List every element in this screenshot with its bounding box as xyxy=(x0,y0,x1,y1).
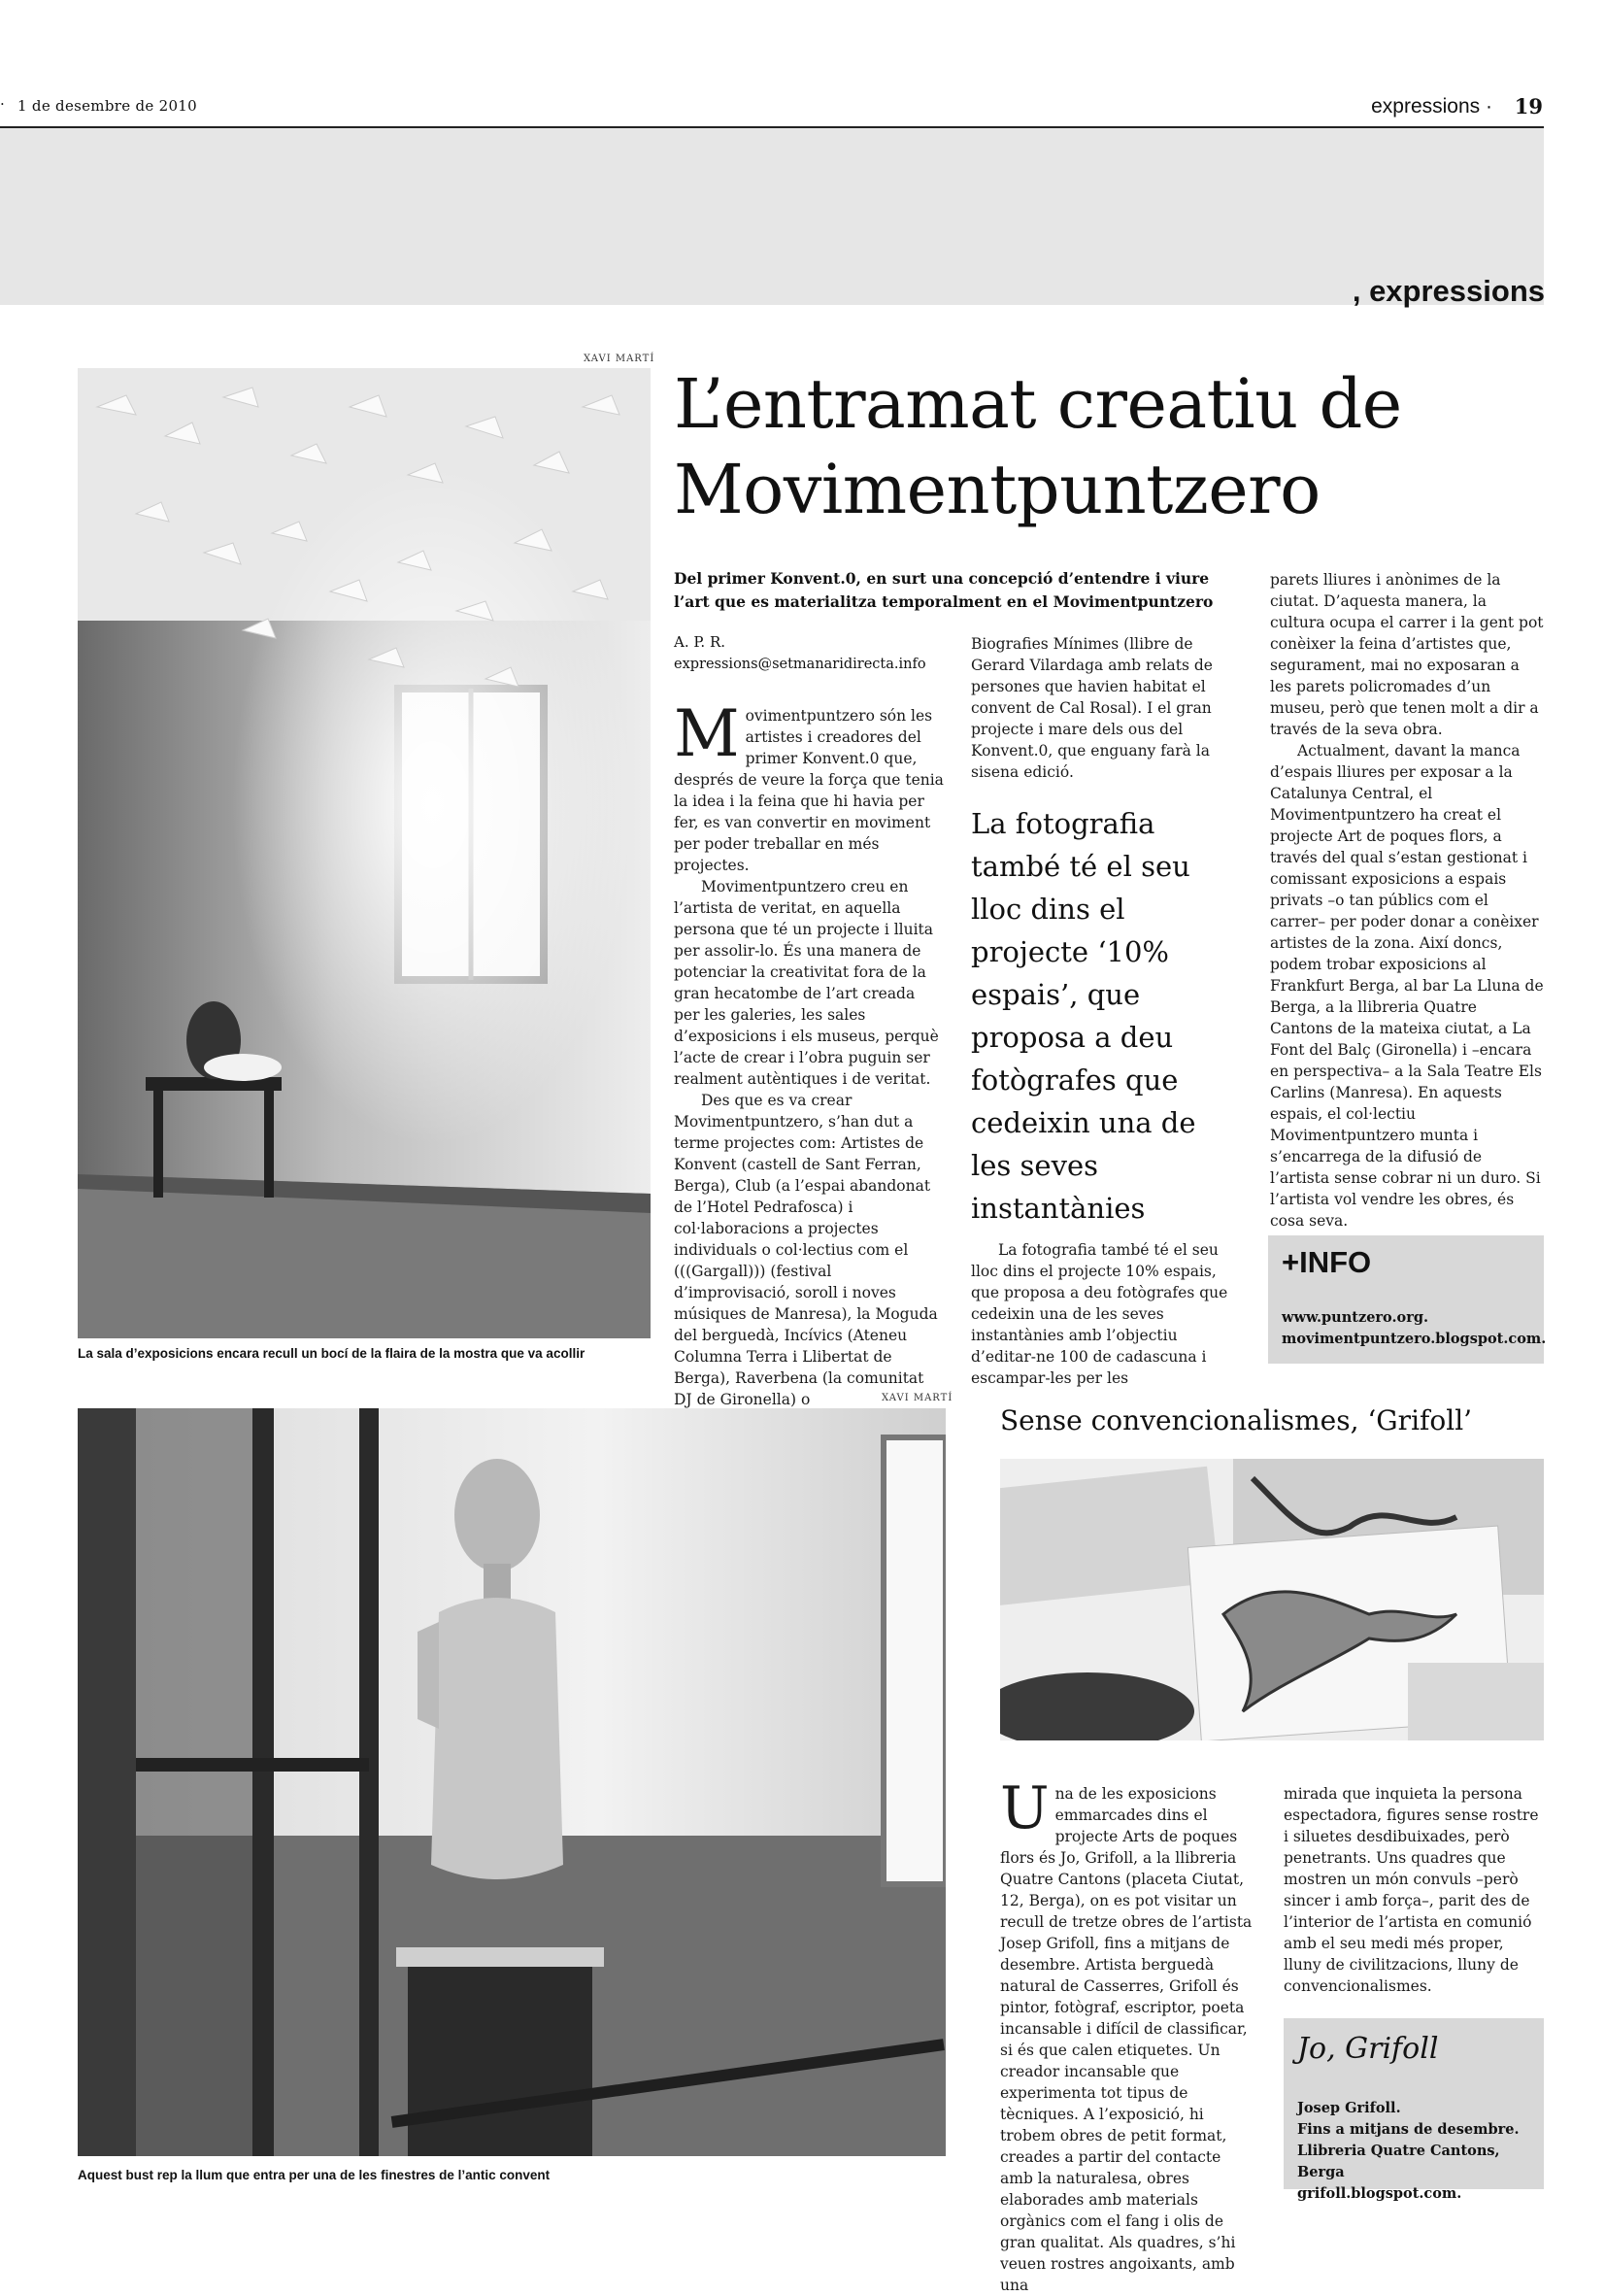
author-email[interactable]: expressions@setmanaridirecta.info xyxy=(674,657,926,672)
section-banner xyxy=(0,128,1544,305)
article-column-2-continued xyxy=(971,1239,1243,1389)
info-box xyxy=(1268,1235,1547,1364)
artwork-photo xyxy=(1000,1459,1544,1740)
page-number: 19 xyxy=(1514,94,1543,118)
paragraph: Movimentpuntzero creu en l’artista de veritat, en aquella persona que té un projecte i lluita per assolir-lo. És una manera de potenciar la creativitat fora de la gran hecatombe de l’art creada per les galeries, les sales d’exposicions i els museus, perquè l’acte de crear i l’obra puguin ser realment autèntiques i de veritat. xyxy=(674,878,939,1088)
article-standfirst: Del primer Konvent.0, en surt una concepció d’entendre i viure l’art que es materialitza temporalment en el Movimentpuntzero xyxy=(674,569,1214,611)
info-link[interactable]: www.puntzero.org. xyxy=(1282,1309,1429,1326)
paragraph: parets lliures i anònimes de la ciutat. D’aquesta manera, la cultura ocupa el carrer i la gent pot conèixer la feina d’artistes que, segurament, mai no exposaran a les parets policromades d’un museu, però que tenen molt a dir a través de la seva obra. xyxy=(1270,571,1544,738)
paragraph: ovimentpuntzero són les artistes i creadores del primer Konvent.0 que, després de veure la força que tenia la idea i la feina que hi havia per fer, es van convertir en moviment per poder treballar en més projectes. xyxy=(674,707,944,874)
paragraph: La fotografia també té el seu lloc dins el projecte 10% espais, que proposa a deu fotògrafes que cedeixin una de les seves instantànies amb l’objectiu d’editar-ne 100 de cadascuna i escampar-les per les xyxy=(971,1241,1228,1387)
article-column-1 xyxy=(674,696,944,1410)
article-column-2 xyxy=(971,633,1243,783)
info-line: Josep Grifoll. xyxy=(1297,2100,1401,2116)
paragraph: Biografies Mínimes (llibre de Gerard Vilardaga amb relats de persones que havien habitat el convent de Cal Rosal). I el gran projecte i mare dels ous del Konvent.0, que enguany farà la sisena edició. xyxy=(971,635,1213,781)
info-link[interactable]: movimentpuntzero.blogspot.com. xyxy=(1282,1331,1547,1347)
pull-quote: La fotografia també té el seu lloc dins el projecte ‘10% espais’, que proposa a deu fotògrafes que cedeixin una de les seves instantànies xyxy=(971,807,1196,1225)
paragraph: mirada que inquieta la persona espectadora, figures sense rostre i siluetes desdibuixades, però penetrants. Uns quadres que mostren un món convuls –però sincer i amb força–, parit des de l’interior de l’artista en comunió amb el seu medi més proper, lluny de civilitzacions, lluny de convencionalismes. xyxy=(1284,1785,1539,1995)
exhibition-info-box xyxy=(1284,2018,1544,2202)
header-bullet: · xyxy=(0,95,5,113)
headline-line-1: L’entramat creatiu de xyxy=(674,364,1402,444)
bust-photo xyxy=(78,1408,946,2156)
photo-caption: La sala d’exposicions encara recull un bocí de la flaira de la mostra que va acollir xyxy=(78,1346,585,1361)
photo-credit: XAVI MARTÍ xyxy=(882,1393,953,1403)
photo-caption: Aquest bust rep la llum que entra per una de les finestres de l’antic convent xyxy=(78,2168,551,2182)
paragraph: na de les exposicions emmarcades dins el projecte Arts de poques flors és Jo, Grifoll, a la llibreria Quatre Cantons (placeta Ciutat, 12, Berga), on es pot visitar un recull de tretze obres de l’artista Josep Grifoll, fins a mitjans de desembre. Artista berguedà natural de Casserres, Grifoll és pintor, fotògraf, escriptor, poeta incansable i difícil de classificar, si és que calen etiquetes. Un creador incansable que experimenta tot tipus de tècniques. A l’exposició, hi trobem obres de petit format, creades a partir del contacte amb la naturalesa, obres elaborades amb materials orgànics com el fang i olis de gran qualitat. Als quadres, s’hi veuen rostres angoixants, amb una xyxy=(1000,1785,1253,2294)
header-section: expressions · xyxy=(1371,95,1492,118)
headline-line-2: Movimentpuntzero xyxy=(674,450,1321,529)
article-column-3 xyxy=(1270,569,1544,1232)
paragraph: Actualment, davant la manca d’espais lliures per exposar a la Catalunya Central, el Movimentpuntzero ha creat el projecte Art de poques flors, a través del qual s’estan gestionat i comissant exposicions a espais privats –o tan públics com el carrer– per poder donar a conèixer artistes de la zona. Així doncs, podem trobar exposicions al Frankfurt Berga, al bar La Lluna de Berga, a la llibreria Quatre Cantons de la mateixa ciutat, a La Font del Balç (Gironella) i –encara en perspectiva– a la Sala Teatre Els Carlins (Manresa). En aquests espais, el col·lectiu Movimentpuntzero munta i s’encarrega de la difusió de l’artista sense cobrar ni un duro. Si l’artista vol vendre les obres, és cosa seva. xyxy=(1270,742,1544,1230)
exhibition-room-photo xyxy=(78,368,651,1338)
side-article-headline: Sense convencionalismes, ‘Grifoll’ xyxy=(1000,1404,1473,1436)
info-link[interactable]: grifoll.blogspot.com. xyxy=(1297,2185,1462,2202)
info-line: Fins a mitjans de desembre. xyxy=(1297,2121,1520,2138)
side-article-column-1 xyxy=(1000,1774,1256,2296)
header-date: 1 de desembre de 2010 xyxy=(17,97,197,115)
drop-cap: M xyxy=(674,696,740,771)
section-label: , expressions xyxy=(1352,274,1545,308)
side-article-column-2 xyxy=(1284,1783,1544,1997)
photo-credit: XAVI MARTÍ xyxy=(584,354,655,364)
info-line: Llibreria Quatre Cantons, Berga xyxy=(1297,2143,1500,2180)
info-box-title: +INFO xyxy=(1282,1245,1372,1279)
info-box-title: Jo, Grifoll xyxy=(1297,2032,1439,2066)
drop-cap: U xyxy=(1000,1774,1050,1842)
info-box-details xyxy=(1297,2098,1544,2205)
article-author: A. P. R. xyxy=(674,633,726,651)
paragraph: Des que es va crear Movimentpuntzero, s’han dut a terme projectes com: Artistes de Konvent (castell de Sant Ferran, Berga), Club (a l’espai abandonat de l’Hotel Pedrafosca) i col·laboracions a projectes individuals o col·lectius com el (((Gargall))) (festival d’improvisació, soroll i noves músiques de Manresa), la Moguda del berguedà, Incívics (Ateneu Columna Terra i Llibertat de Berga), Raverbena (la comunitat DJ de Gironella) o xyxy=(674,1092,938,1408)
article-headline xyxy=(674,361,1402,532)
